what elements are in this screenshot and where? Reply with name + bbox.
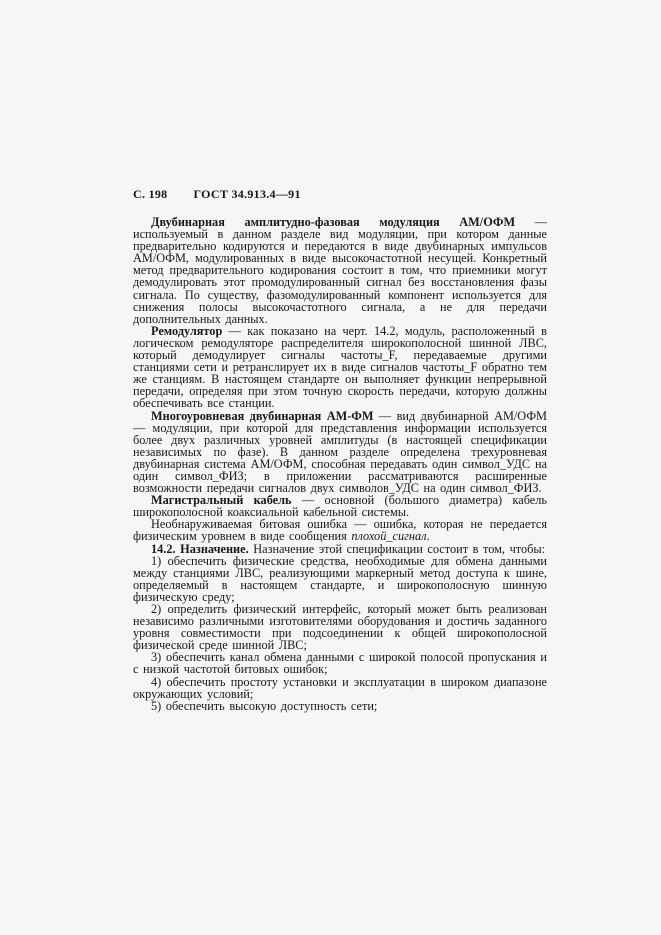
text-segment: 1) обеспечить физические средства, необходимые для обмена данными между станциями ЛВС, реализующими маркерный метод доступа к шине, определяемый в настоящем стандарте, и широкополосную шинную физическую среду;	[133, 553, 547, 604]
text-segment: — вид двубинарной АМ/ОФМ — модуляции, при которой для представления информации используется более двух различных уровней амплитуды (в настоящей спецификации независимых по фазе). В данном разделе определена трехуровневая двубинарная система АМ/ОФМ, способная передавать один символ_УДС на один символ_ФИЗ; в приложении рассматриваются расширенные возможности передачи сигналов двух символов_УДС на один символ_ФИЗ.	[133, 408, 547, 496]
text-segment: — используемый в данном разделе вид модуляции, при котором данные предварительно кодируются и передаются в виде двубинарных импульсов АМ/ОФМ, модулированных в виде высокочастотной несущей. Конкретный метод предварительного кодирования состоит в том, что приемники могут демодулировать этот промодулированный сигнал без восстановления фазы сигнала. По существу, фазомодулированный компонент используется для снижения полосы высокочастотного сигнала, а не для передачи дополнительных данных.	[133, 215, 547, 326]
paragraph	[133, 700, 547, 712]
text-segment: — как показано на черт. 14.2, модуль, расположенный в логическом ремодуляторе распределителя широкополосной шинной ЛВС, который демодулирует сигналы частоты_F, передаваемые другими станциями сети и ретранслирует их в виде сигналов частоты_F обратно тем же станциям. В настоящем стандарте он выполняет функции непрерывной передачи, определяя при этом точную скорость передачи, которую должны обеспечивать все станции.	[133, 323, 547, 411]
paragraph	[133, 216, 547, 325]
paragraph	[133, 325, 547, 410]
text-segment: 5) обеспечить высокую доступность сети;	[151, 698, 378, 713]
standard-number-label: ГОСТ 34.913.4—91	[193, 187, 301, 201]
page-number-label: С. 198	[133, 187, 168, 201]
document-body	[133, 216, 547, 712]
paragraph	[133, 518, 547, 542]
text-segment: Двубинарная амплитудно-фазовая модуляция АМ/ОФМ	[151, 215, 516, 229]
paragraph	[133, 555, 547, 603]
text-segment: Необнаруживаемая битовая ошибка — ошибка, которая не передается физическим уровнем в виде сообщения	[133, 517, 547, 544]
text-segment: .	[426, 529, 430, 544]
document-content	[133, 187, 547, 712]
paragraph	[133, 494, 547, 518]
running-header	[133, 187, 547, 202]
text-segment: плохой_сигнал	[351, 529, 427, 544]
text-segment: Назначение этой спецификации состоит в том, чтобы:	[248, 541, 546, 556]
text-segment: 3) обеспечить канал обмена данными с широкой полосой пропускания и с низкой частотой битовых ошибок;	[133, 650, 547, 677]
paragraph	[133, 676, 547, 700]
text-segment: Ремодулятор	[151, 323, 223, 338]
paragraph	[133, 603, 547, 651]
paragraph	[133, 651, 547, 675]
text-segment: 14.2. Назначение.	[151, 541, 249, 556]
paragraph	[133, 410, 547, 495]
text-segment: — основной (большого диаметра) кабель широкополосной коаксиальной кабельной системы.	[133, 493, 547, 520]
text-segment: 2) определить физический интерфейс, который может быть реализован независимо различными изготовителями оборудования и достичь заданного уровня совместимости при подсоединении к общей широкополосной физической среде шинной ЛВС;	[133, 602, 547, 653]
text-segment: Многоуровневая двубинарная АМ-ФМ	[151, 408, 374, 423]
text-segment: Магистральный кабель	[151, 493, 292, 508]
text-segment: 4) обеспечить простоту установки и эксплуатации в широком диапазоне окружающих условий;	[133, 674, 547, 701]
